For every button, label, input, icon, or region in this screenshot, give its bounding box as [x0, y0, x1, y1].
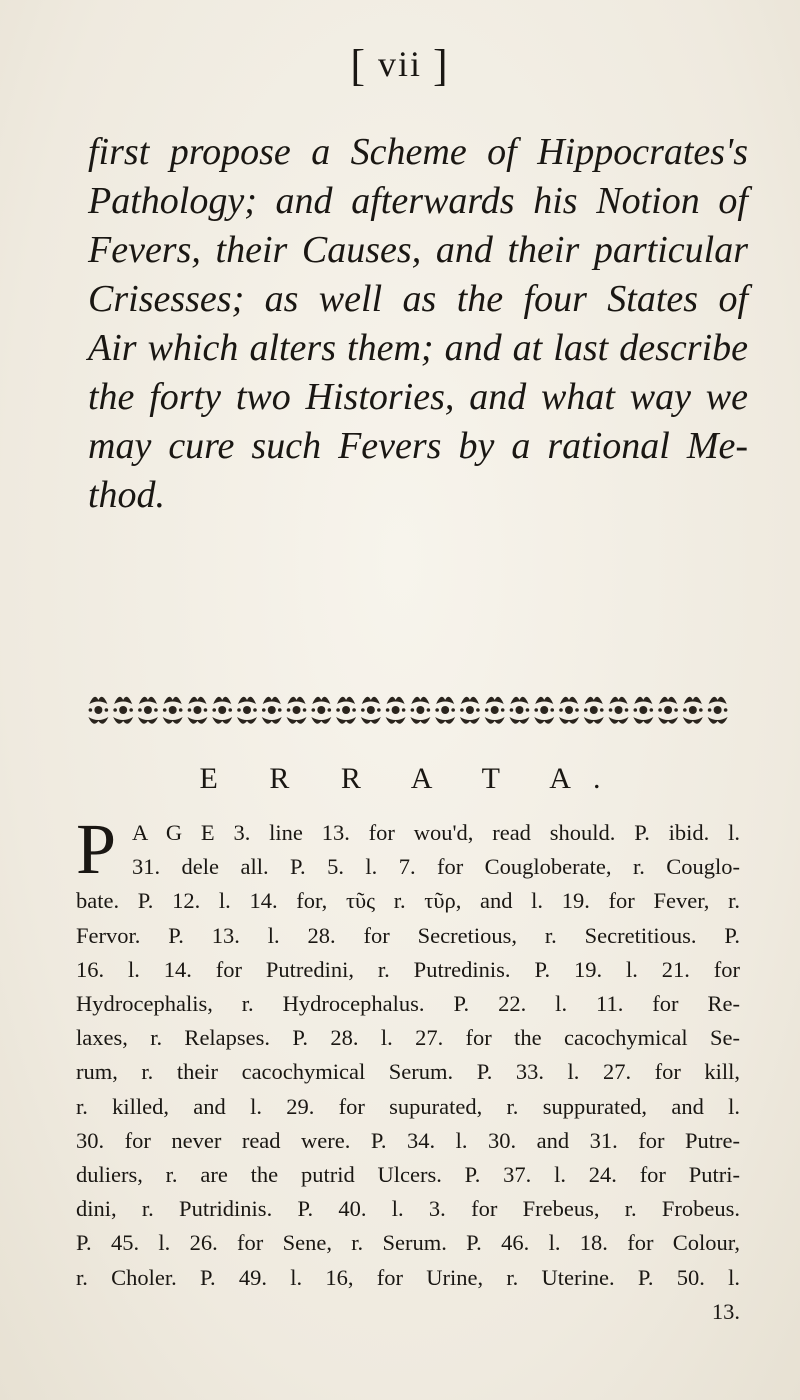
errata-line: Hydrocephalis, r. Hydrocephalus. P. 22. l. 11. for Re- — [76, 991, 740, 1017]
ornament-flourish — [336, 697, 356, 724]
text-line: Air which alters them; and at last describe — [88, 327, 748, 369]
ornament-flourish — [509, 697, 529, 724]
ornament-flourish — [633, 697, 653, 724]
ornament-flourish — [386, 697, 406, 724]
page-header — [0, 40, 800, 91]
errata-dropcap: P — [76, 809, 117, 889]
ornament-flourish — [187, 697, 207, 724]
errata-line: 31. dele all. P. 5. l. 7. for Cougloberate, r. Couglo- — [132, 854, 740, 880]
ornament-flourish — [361, 697, 381, 724]
ornament-flourish — [683, 697, 703, 724]
ornament-flourish — [163, 697, 183, 724]
errata-line: Fervor. P. 13. l. 28. for Secretious, r. Secretitious. P. — [76, 922, 740, 948]
errata-line: duliers, r. are the putrid Ulcers. P. 37. l. 24. for Putri- — [76, 1162, 740, 1188]
ornament-flourish — [534, 697, 554, 724]
errata-line: laxes, r. Relapses. P. 28. l. 27. for the cacochymical Se- — [76, 1025, 740, 1051]
ornament-flourish — [584, 697, 604, 724]
ornament-flourish — [311, 697, 331, 724]
ornament-flourish — [708, 697, 728, 724]
ornament-flourish — [485, 697, 505, 724]
text-line: may cure such Fevers by a rational Me- — [88, 425, 748, 467]
ornament-flourish — [287, 697, 307, 724]
errata-line: A G E 3. line 13. for wou'd, read should. P. ibid. l. — [132, 820, 740, 845]
ornament-flourish — [262, 697, 282, 724]
errata-line: rum, r. their cacochymical Serum. P. 33. l. 27. for kill, — [76, 1059, 740, 1085]
ornament-flourish — [113, 697, 133, 724]
ornament-flourish — [609, 697, 629, 724]
ornament-flourish — [237, 697, 257, 724]
ornament-flourish — [460, 697, 480, 724]
errata-line: 13. — [711, 1298, 740, 1324]
ornament-flourish — [88, 697, 108, 724]
ornament-flourish — [212, 697, 232, 724]
text-line: thod. — [88, 474, 166, 516]
ornament-flourish — [658, 697, 678, 724]
errata-line: r. killed, and l. 29. for supurated, r. suppurated, and l. — [76, 1093, 740, 1119]
page-number: vii — [377, 44, 422, 84]
errata-heading: E R R A T A. — [199, 762, 623, 795]
errata-line: dini, r. Putridinis. P. 40. l. 3. for Frebeus, r. Frobeus. — [76, 1196, 740, 1222]
ornament-flourish — [559, 697, 579, 724]
errata-line: P. 45. l. 26. for Sene, r. Serum. P. 46. l. 18. for Colour, — [76, 1230, 740, 1256]
text-line: Pathology; and afterwards his Notion of — [88, 180, 748, 222]
text-line: first propose a Scheme of Hippocrates's — [88, 131, 748, 173]
errata-list — [76, 809, 740, 1329]
ornament-flourish — [435, 697, 455, 724]
errata-line: 16. l. 14. for Putredini, r. Putredinis. P. 19. l. 21. for — [76, 956, 740, 982]
errata-line: bate. P. 12. l. 14. for, τῦς r. τῦρ, and l. 19. for Fever, r. — [76, 888, 740, 914]
ornament-flourish — [138, 697, 158, 724]
ornament-flourish — [410, 697, 430, 724]
preface-text — [88, 128, 748, 520]
text-line: the forty two Histories, and what way we — [88, 376, 748, 418]
printers-ornament-band — [86, 690, 730, 730]
errata-line: r. Choler. P. 49. l. 16, for Urine, r. Uterine. P. 50. l. — [76, 1264, 740, 1290]
bracket-open: [ — [350, 41, 367, 90]
text-line: Fevers, their Causes, and their particular — [88, 229, 748, 271]
errata-line: 30. for never read were. P. 34. l. 30. and 31. for Putre- — [76, 1127, 740, 1153]
bracket-close: ] — [433, 41, 450, 90]
text-line: Crisesses; as well as the four States of — [88, 278, 748, 320]
